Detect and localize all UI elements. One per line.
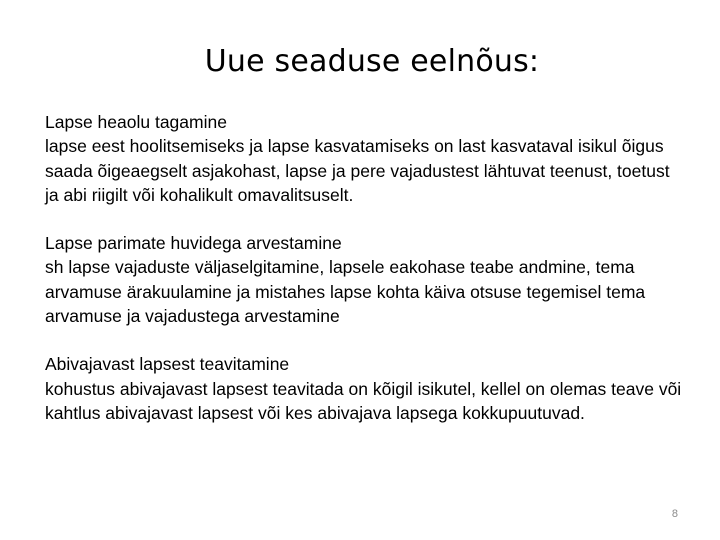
section-heading: Lapse heaolu tagamine (45, 112, 227, 132)
slide-title: Uue seaduse eelnõus: (204, 44, 540, 79)
section-body: sh lapse vajaduste väljaselgitamine, lapsele eakohase teabe andmine, tema arvamuse ärakuulamine ja mistahes lapse kohta käiva otsuse tegemisel tema arvamuse ja vajadustega arvestamine (45, 257, 646, 327)
slide-content (45, 110, 685, 449)
section-heading: Lapse parimate huvidega arvestamine (45, 233, 342, 254)
section-body: lapse eest hoolitsemiseks ja lapse kasvatamiseks on last kasvataval isikul õigus saada õigeaegselt asjakohast, lapse ja pere vajadustest lähtuvat teenust, toetust ja abi riigilt või kohalikult omavalitsuselt. (45, 136, 670, 205)
section-best-interests (45, 231, 685, 328)
section-body: kohustus abivajavast lapsest teavitada on kõigil isikutel, kellel on olemas teave või kahtlus abivajavast lapsest või kes abivajava lapsega kokkupuutuvad. (45, 378, 682, 423)
page-number: 8 (671, 508, 678, 520)
section-heading: Abivajavast lapsest teavitamine (45, 354, 290, 375)
section-reporting-child-in-need (45, 352, 685, 425)
section-child-wellbeing (45, 110, 685, 207)
